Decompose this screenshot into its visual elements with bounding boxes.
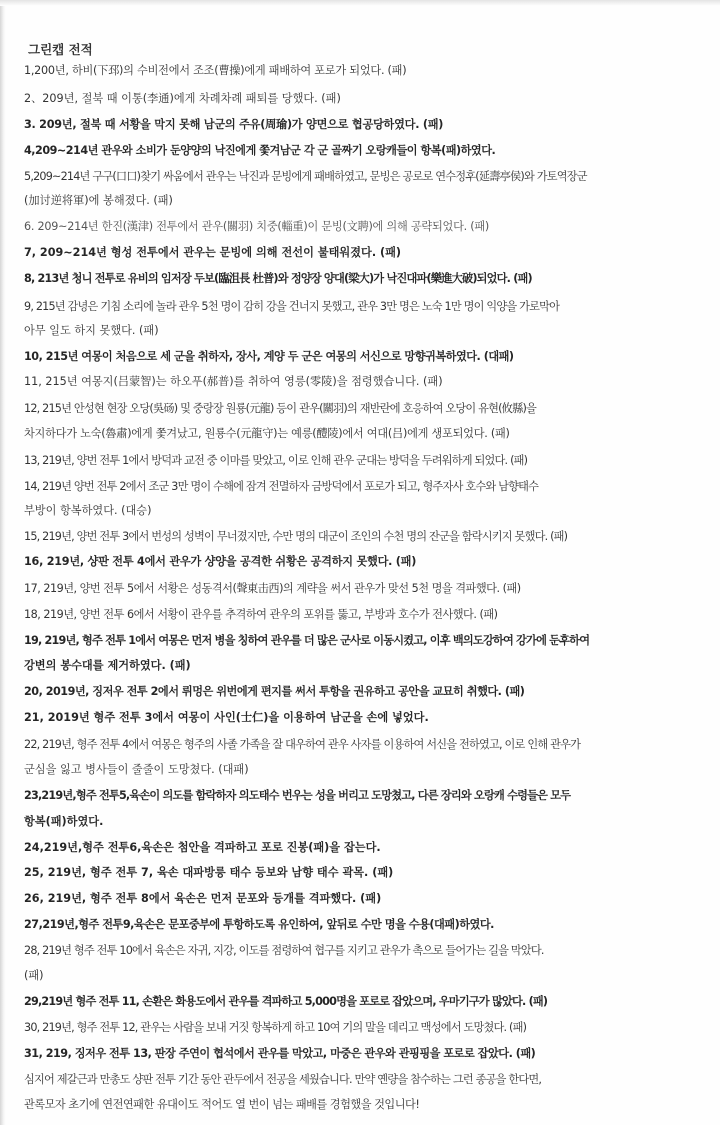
record-line: 20, 2019년, 징저우 전투 2에서 뤼멍은 위번에게 편지를 써서 투항을 권유하고 공안을 교묘히 취했다. (패) <box>24 685 525 698</box>
record-line: 5,209~214년 구구(口口)찾기 싸움에서 관우는 낙진과 문빙에게 패배하였고, 문빙은 공로로 연수정후(延壽亭侯)와 가토역장군 <box>24 170 587 183</box>
record-line: 27,219년,형주 전투9,육손은 문포중부에 투항하도록 유인하여, 앞뒤로 수만 명을 수용(대패)하였다. <box>24 918 494 931</box>
record-line: 심지어 제갈근과 만총도 샹판 전투 기간 동안 관두에서 전공을 세웠습니다. 만약 옌량을 참수하는 그런 종공을 한다면, <box>24 1073 542 1086</box>
record-line: 28, 219년 형주 전투 10에서 육손은 자귀, 지강, 이도를 점령하여 협구를 지키고 관우가 촉으로 들어가는 길을 막았다. <box>24 944 544 957</box>
record-line: 23,219년,형주 전투5,육손이 의도를 함락하자 의도태수 번우는 성을 버리고 도망쳤고, 다른 장리와 오랑캐 수령들은 모두 <box>24 789 571 802</box>
record-line: 31, 219, 징저우 전투 13, 판장 주연이 협석에서 관우를 막았고, 마중은 관우와 관핑핑을 포로로 잡았다. (패) <box>24 1047 536 1060</box>
record-line: 2、209년, 절북 때 이통(李通)에게 차례차례 패퇴를 당했다. (패) <box>24 92 341 105</box>
document-title: 그린캡 전적 <box>28 42 93 57</box>
record-line: 21, 2019년 형주 전투 3에서 여몽이 사인(士仁)을 이용하여 남군을 손에 넣었다. <box>24 711 429 724</box>
record-line: 16, 219년, 샹판 전투 4에서 관우가 샹양을 공격한 쉬황은 공격하지 못했다. (패) <box>24 555 417 568</box>
record-line: 19, 219년, 형주 전투 1에서 여몽은 먼저 병을 칭하여 관우를 더 많은 군사로 이동시켰고, 이후 백의도강하여 강가에 둔후하여 <box>24 634 590 647</box>
record-line: 7, 209~214년 형성 전투에서 관우는 문빙에 의해 전선이 불태워졌다. (패) <box>24 246 402 259</box>
record-line: 8, 213년 청니 전투로 유비의 임저장 두보(臨沮長 杜普)와 정양장 양대(梁大)가 낙진대파(樂進大破)되었다. (패) <box>24 272 532 285</box>
record-line: 10, 215년 여몽이 처음으로 세 군을 취하자, 장사, 계양 두 군은 여몽의 서신으로 망향귀복하였다. (대패) <box>24 350 514 363</box>
record-line: 1,200년, 하비(下邳)의 수비전에서 조조(曹操)에게 패배하여 포로가 되었다. (패) <box>24 64 407 77</box>
record-line: 30, 219년, 형주 전투 12, 관우는 사람을 보내 거짓 항복하게 하고 10여 기의 말을 데리고 맥성에서 도망쳤다. (패) <box>24 1021 527 1034</box>
record-line: 13, 219년, 양번 전투 1에서 방덕과 교전 중 이마를 맞았고, 이로 인해 관우 군대는 방덕을 두려워하게 되었다. (패) <box>24 454 528 467</box>
record-line: 22, 219년, 형주 전투 4에서 여몽은 형주의 사졸 가족을 잘 대우하여 관우 사자를 이용하여 서신을 전하였고, 이로 인해 관우가 <box>24 738 581 751</box>
record-line: 관록모자 초기에 연전연패한 유대이도 적어도 열 번이 넘는 패배를 경험했을 것입니다! <box>24 1098 420 1111</box>
record-line: 4,209~214년 관우와 소비가 둔양양의 낙진에게 쫓겨남군 각 군 골짜기 오랑캐들이 항복(패)하였다. <box>24 144 496 157</box>
record-line: 11, 215년 여몽지(吕蒙智)는 하오푸(郝普)를 취하여 영릉(零陵)을 점령했습니다. (패) <box>24 375 443 388</box>
record-line: 17, 219년, 양번 전투 5에서 서황은 성동격서(聲東击西)의 계략을 써서 관우가 맞선 5천 명을 격파했다. (패) <box>24 582 521 595</box>
record-line: 14, 219년 양번 전투 2에서 조군 3만 명이 수해에 잠겨 전멸하자 금방덕에서 포로가 되고, 형주자사 호수와 남향태수 <box>24 480 539 493</box>
record-line: 26, 219년, 형주 전투 8에서 육손은 먼저 문포와 등개를 격파했다. (패) <box>24 892 382 905</box>
record-line: 강변의 봉수대를 제거하였다. (패) <box>24 659 191 672</box>
record-line: 차지하다가 노숙(魯肅)에게 쫓겨났고, 원룡수(元龍守)는 예릉(醴陵)에서 여대(吕)에게 생포되었다. (패) <box>24 427 510 440</box>
record-line: 부방이 항복하였다. (대승) <box>24 504 152 517</box>
record-line: 항복(패)하였다. <box>24 815 104 828</box>
record-line: 9, 215년 감녕은 기침 소리에 놀라 관우 5천 명이 감히 강을 건너지 못했고, 관우 3만 명은 노숙 1만 명이 익양을 가로막아 <box>24 300 560 313</box>
record-line: 군심을 잃고 병사들이 줄줄이 도망쳤다. (대패) <box>24 763 249 776</box>
record-line: (加讨逆将軍)에 봉해졌다. (패) <box>24 194 173 207</box>
record-line: 24,219년,형주 전투6,육손은 첨안을 격파하고 포로 진봉(패)을 잡는다. <box>24 841 381 854</box>
record-line: (패) <box>24 969 44 982</box>
record-line: 아무 일도 하지 못했다. (패) <box>24 324 159 337</box>
record-line: 12, 215년 안성현 현장 오당(吳砀) 및 중랑장 원룡(元龍) 등이 관우(關羽)의 재반란에 호응하여 오당이 유현(攸縣)을 <box>24 402 537 415</box>
record-line: 3. 209년, 절북 때 서황을 막지 못해 남군의 주유(周瑜)가 양면으로 협공당하였다. (패) <box>24 118 444 131</box>
record-line: 6. 209~214년 한진(漢津) 전투에서 관우(關羽) 치중(輜重)이 문빙(文聘)에 의해 공략되었다. (패) <box>24 220 490 233</box>
record-line: 15, 219년, 양번 전투 3에서 번성의 성벽이 무너졌지만, 수만 명의 대군이 조인의 수천 명의 잔군을 함락시키지 못했다. (패) <box>24 530 568 543</box>
record-line: 29,219년 형주 전투 11, 손환은 화용도에서 관우를 격파하고 5,000명을 포로로 잡았으며, 우마기구가 많았다. (패) <box>24 995 548 1008</box>
record-line: 25, 219년, 형주 전투 7, 육손 대파방릉 태수 등보와 남향 태수 곽목. (패) <box>24 866 394 879</box>
record-line: 18, 219년, 양번 전투 6에서 서황이 관우를 추격하여 관우의 포위를 뚫고, 부방과 호수가 전사했다. (패) <box>24 608 498 621</box>
